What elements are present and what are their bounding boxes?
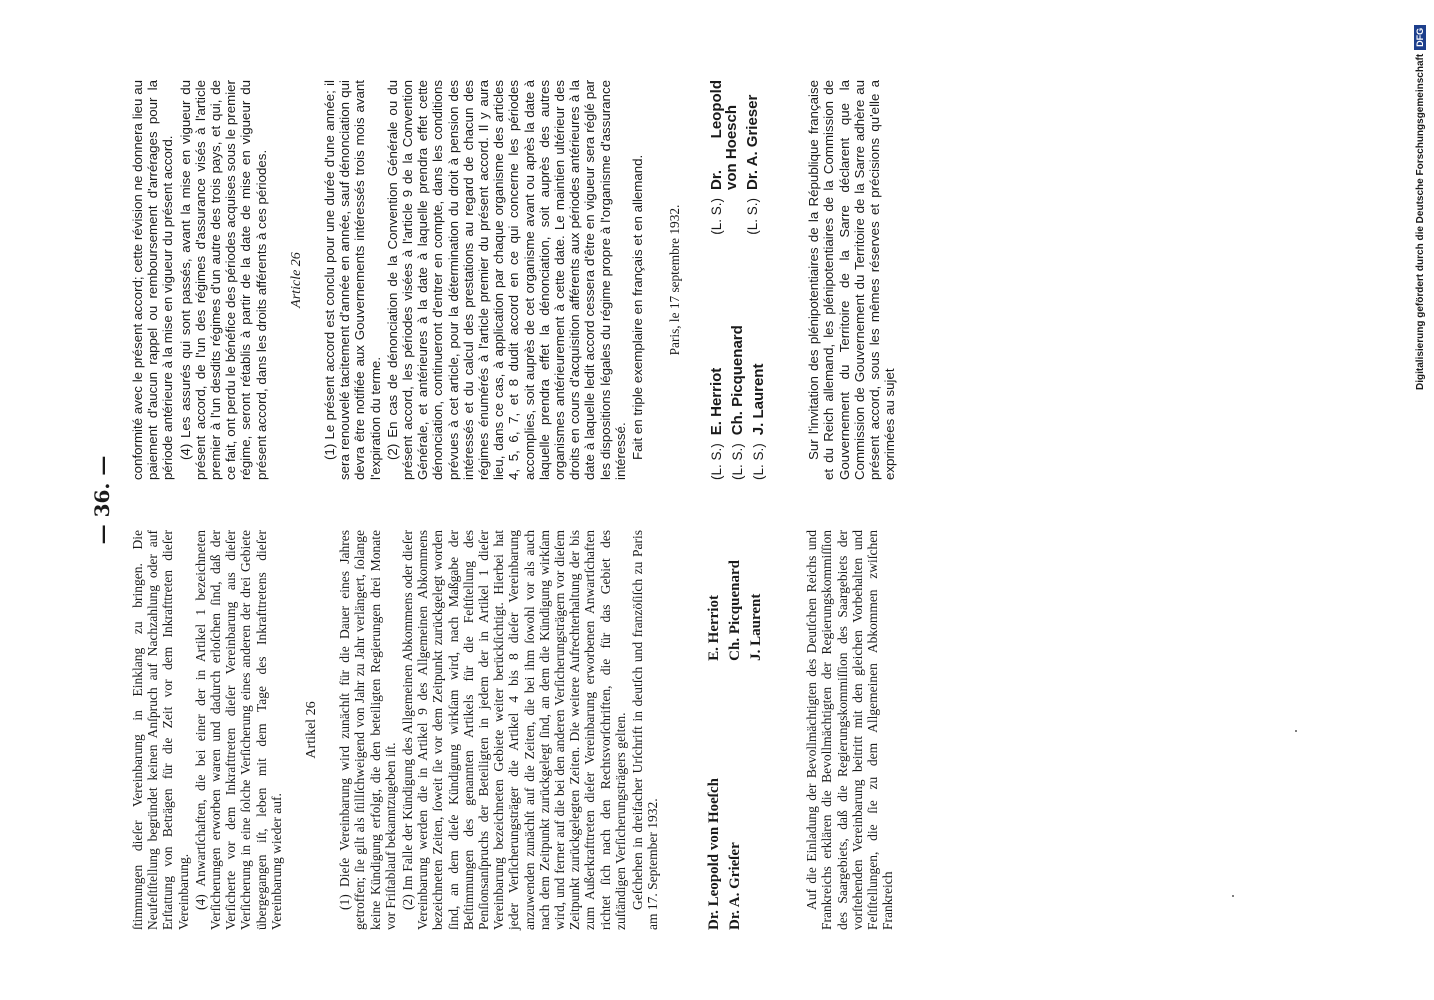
french-paragraph: (4) Les assurés qui sont passés, avant la mise en vigueur du présent accord, de l'un des régimes d'assurance visés à l'article premier à l'un desdits régimes d'un autre des trois pays, et qui, de ce fait, ont perdu le bénéfice des périodes acquises sous le premier régime, seront rétablis à partir de la date de mise en vigueur du présent accord, dans les droits afférents à ces périodes.: [177, 80, 269, 480]
signature-herriot: E. Herriot: [705, 595, 722, 661]
french-column: [130, 80, 899, 480]
french-signatures: [709, 80, 767, 480]
german-signatures: [707, 530, 765, 930]
signature-hoesch: Dr. Leopold von Hoeſch: [705, 778, 722, 930]
seal-mark: (L. S.): [750, 443, 766, 480]
page-number: — 36. —: [90, 455, 114, 545]
scan-speck: [1232, 895, 1234, 897]
seal-mark: (L. S.): [729, 443, 745, 480]
seal-mark: (L. S.): [708, 198, 724, 235]
german-paragraph: ſtimmungen dieſer Vereinbarung in Einklang zu bringen. Die Neufeſtſtellung begründet keinen Anſpruch auf Nachzahlung oder auf Erſtattung von Beträgen für die Zeit vor dem Inkrafttreten dieſer Vereinbarung.: [130, 530, 191, 930]
signature-hoesch: Dr. Leopold von Hoesch: [707, 80, 740, 190]
german-paragraph: (4) Anwartſchaften, die bei einer der in Artikel 1 bezeichneten Verſicherungen erworben waren und dadurch erloſchen ſind, daß der Verſicherte vor dem Inkrafttreten dieſer Vereinbarung aus dieſer Verſicherung in eine ſolche Verſicherung eines anderen der drei Gebiete übergegangen iſt, leben mit dem Tage des Inkrafttretens dieſer Vereinbarung wieder auf.: [192, 530, 284, 930]
german-final-paragraph: Auf die Einladung der Bevollmächtigten des Deutſchen Reichs und Frankreichs erklären die Bevollmächtigten der Regierungskommiſſion des Saargebiets, daß die Regierungskommiſſion des Saargebiets der vorſtehenden Vereinbarung beitritt mit den gleichen Vorbehalten und Feſtſtellungen, die ſie zu dem Allgemeinen Abkommen zwiſchen Frankreich: [804, 530, 896, 930]
digitisation-credit: [1412, 0, 1428, 390]
signature-grieser: Dr. A. Grieſer: [726, 842, 743, 930]
seal-mark: (L. S.): [708, 443, 724, 480]
signature-grieser: Dr. A. Grieser: [743, 94, 761, 190]
german-closing: Geſchehen in dreifacher Urſchrift in deutſch und franzöſiſch zu Paris am 17. September 1932.: [630, 530, 661, 930]
place-date: Paris, le 17 septembre 1932.: [667, 204, 683, 356]
german-paragraph: (1) Dieſe Vereinbarung wird zunächſt für die Dauer eines Jahres getroffen; ſie gilt als ſtillſchweigend von Jahr zu Jahr verlängert, ſolange keine Kündigung erfolgt, die den beteiligten Regierungen drei Monate vor Friſtablauf bekanntzugeben iſt.: [337, 530, 398, 930]
signature-laurent: J. Laurent: [747, 593, 764, 661]
french-paragraph: (2) En cas de dénonciation de la Convention Générale ou du présent accord, les périodes visées à l'article 9 de la Convention Générale, et antérieures à la date à laquelle prendra effet cette dénonciation, continueront d'entrer en compte, dans les conditions prévues à cet article, pour la détermination du droit à pension des intéressés et du calcul des prestations au regard de chacun des régimes énumérés à l'article premier du présent accord. Il y aura lieu, dans ce cas, à application par chaque organisme des articles 4, 5, 6, 7, et 8 dudit accord en ce qui concerne les périodes accomplies, soit auprès de cet organisme avant ou après la date à laquelle prendra effet la dénonciation, soit auprès des autres organismes antérieurement à cette date. Le maintien ultérieur des droits en cours d'acquisition afférents aux périodes antérieures à la date à laquelle ledit accord cessera d'être en vigueur sera réglé par les dispositions légales du régime propre à l'organisme d'assurance intéressé.: [384, 80, 628, 480]
german-paragraph: (2) Im Falle der Kündigung des Allgemeinen Abkommens oder dieſer Vereinbarung werden die in Artikel 9 des Allgemeinen Abkommens bezeichneten Zeiten, ſoweit ſie vor dem Zeitpunkt zurückgelegt worden ſind, an dem dieſe Kündigung wirkſam wird, nach Maßgabe der Beſtimmungen des genannten Artikels für die Feſtſtellung des Penſionsanſpruchs der Beteiligten in jedem der in Artikel 1 dieſer Vereinbarung bezeichneten Gebiete weiter berückſichtigt. Hierbei hat jeder Verſicherungsträger die Artikel 4 bis 8 dieſer Vereinbarung anzuwenden zunächſt auf die Zeiten, die bei ihm ſowohl vor als auch nach dem Zeitpunkt zurückgelegt ſind, an dem die Kündigung wirkſam wird, und ferner auf die bei den anderen Verſicherungsträgern vor dieſem Zeitpunkt zurückgelegten Zeiten. Die weitere Aufrechterhaltung der bis zum Außerkrafttreten dieſer Vereinbarung erworbenen Anwartſchaften richtet ſich nach den Rechtsvorſchriften, die für das Gebiet des zuſtändigen Verſicherungsträgers gelten.: [400, 530, 628, 930]
french-final-paragraph: Sur l'invitation des plénipotentiaires de la République française et du Reich allemand, les plénipotentiaires de la Commission de Gouvernement du Territoire de la Sarre déclarent que la Commission de Gouvernement du Territoire de la Sarre adhère au présent accord, sous les mêmes réserves et précisions qu'elle a exprimées au sujet: [806, 80, 898, 480]
signature-herriot: E. Herriot: [707, 367, 725, 436]
french-paragraph: conformité avec le présent accord; cette révision ne donnera lieu au paiement d'aucun rappel ou remboursement d'arrérages pour la période antérieure à la mise en vigueur du présent accord.: [130, 80, 176, 480]
signature-picquenard: Ch. Picquenard: [728, 325, 746, 436]
scan-speck: [1295, 730, 1297, 732]
signature-picquenard: Ch. Picquenard: [726, 560, 743, 661]
french-closing: Fait en triple exemplaire en français et en allemand.: [630, 154, 646, 460]
credit-text: Digitalisierung gefördert durch die Deutsche Forschungsgemeinschaft: [1414, 53, 1426, 390]
signature-laurent: J. Laurent: [749, 363, 767, 436]
seal-mark: (L. S.): [744, 198, 760, 235]
french-paragraph: (1) Le présent accord est conclu pour une durée d'une année; il sera renouvelé tacitement d'année en année, sauf dénonciation qui devra être notifiée aux Gouvernements intéressés trois mois avant l'expiration du terme.: [322, 80, 383, 480]
book-page: [90, 60, 1270, 940]
german-article-heading: Artikel 26: [304, 701, 320, 759]
french-article-heading: Article 26: [288, 252, 304, 308]
german-column: [130, 530, 897, 930]
dfg-logo: DFG: [1414, 25, 1426, 50]
